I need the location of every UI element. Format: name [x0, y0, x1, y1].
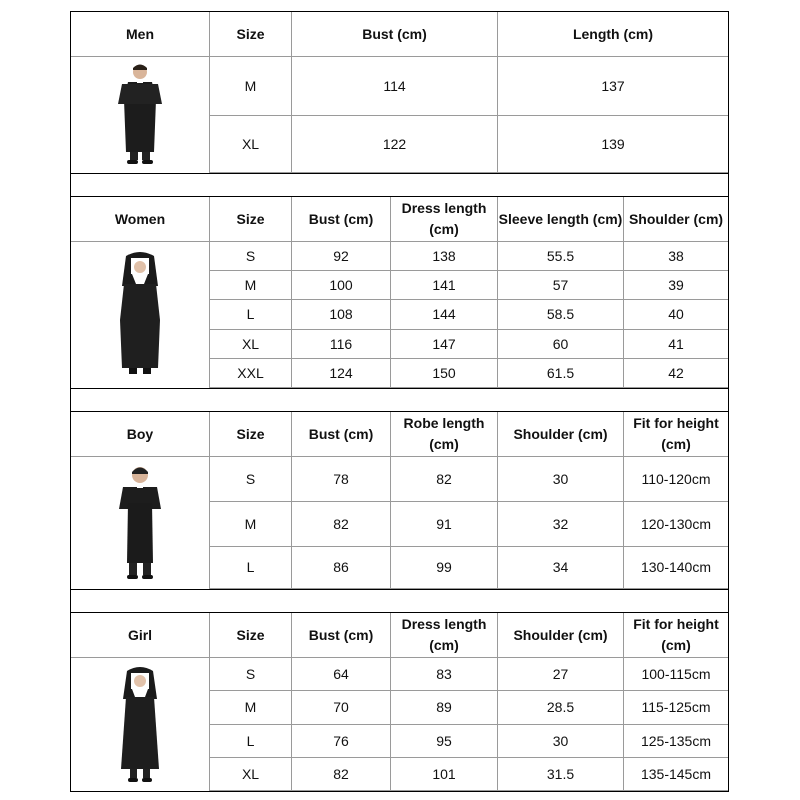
boy-size: L: [210, 547, 292, 589]
girl-header-shoulder: Shoulder (cm): [498, 613, 624, 658]
girl-dress-length: 83: [391, 658, 498, 691]
boy-size: M: [210, 502, 292, 547]
boy-header-height: Fit for height (cm): [624, 412, 728, 457]
boy-robe-length: 82: [391, 457, 498, 502]
women-dress-length: 141: [391, 271, 498, 300]
women-shoulder: 41: [624, 330, 728, 359]
boy-bust: 86: [292, 547, 391, 589]
women-header-size: Size: [210, 197, 292, 242]
women-header-shoulder: Shoulder (cm): [624, 197, 728, 242]
girl-header-bust: Bust (cm): [292, 613, 391, 658]
women-dress-length: 144: [391, 300, 498, 330]
women-size: S: [210, 242, 292, 271]
men-size: XL: [210, 116, 292, 173]
women-bust: 124: [292, 359, 391, 388]
girl-header-height: Fit for height (cm): [624, 613, 728, 658]
women-size: XL: [210, 330, 292, 359]
boy-size-table: [70, 411, 729, 590]
boy-height: 110-120cm: [624, 457, 728, 502]
women-dress-length: 147: [391, 330, 498, 359]
women-shoulder: 39: [624, 271, 728, 300]
women-sleeve-length: 58.5: [498, 300, 624, 330]
women-header-dress-length: Dress length (cm): [391, 197, 498, 242]
men-length: 139: [498, 116, 728, 173]
priest-costume-figure: [71, 57, 210, 173]
boy-height: 120-130cm: [624, 502, 728, 547]
women-sleeve-length: 60: [498, 330, 624, 359]
women-size: XXL: [210, 359, 292, 388]
girl-header-size: Size: [210, 613, 292, 658]
girl-size: XL: [210, 758, 292, 791]
girl-height: 125-135cm: [624, 725, 728, 758]
section-spacer: [70, 174, 729, 196]
girl-dress-length: 95: [391, 725, 498, 758]
girl-title: Girl: [71, 613, 210, 658]
women-sleeve-length: 61.5: [498, 359, 624, 388]
women-header-bust: Bust (cm): [292, 197, 391, 242]
girl-bust: 64: [292, 658, 391, 691]
boy-title: Boy: [71, 412, 210, 457]
women-sleeve-length: 55.5: [498, 242, 624, 271]
boy-bust: 82: [292, 502, 391, 547]
girl-bust: 70: [292, 691, 391, 725]
women-sleeve-length: 57: [498, 271, 624, 300]
girl-shoulder: 27: [498, 658, 624, 691]
women-shoulder: 42: [624, 359, 728, 388]
women-shoulder: 40: [624, 300, 728, 330]
section-spacer: [70, 590, 729, 612]
women-header-sleeve-length: Sleeve length (cm): [498, 197, 624, 242]
girl-height: 115-125cm: [624, 691, 728, 725]
women-dress-length: 150: [391, 359, 498, 388]
boy-height: 130-140cm: [624, 547, 728, 589]
size-chart: [70, 11, 729, 792]
boy-shoulder: 32: [498, 502, 624, 547]
girl-height: 135-145cm: [624, 758, 728, 791]
section-spacer: [70, 389, 729, 411]
women-shoulder: 38: [624, 242, 728, 271]
boy-bust: 78: [292, 457, 391, 502]
nun-costume-figure: [71, 242, 210, 388]
girl-bust: 76: [292, 725, 391, 758]
girl-size-table: [70, 612, 729, 792]
men-bust: 122: [292, 116, 498, 173]
girl-bust: 82: [292, 758, 391, 791]
boy-header-robe-length: Robe length (cm): [391, 412, 498, 457]
boy-shoulder: 34: [498, 547, 624, 589]
women-bust: 92: [292, 242, 391, 271]
men-size: M: [210, 57, 292, 116]
boy-robe-length: 91: [391, 502, 498, 547]
girl-shoulder: 31.5: [498, 758, 624, 791]
girl-dress-length: 101: [391, 758, 498, 791]
men-header-bust: Bust (cm): [292, 12, 498, 57]
men-header-length: Length (cm): [498, 12, 728, 57]
boy-priest-costume-figure: [71, 457, 210, 589]
women-bust: 100: [292, 271, 391, 300]
girl-dress-length: 89: [391, 691, 498, 725]
boy-size: S: [210, 457, 292, 502]
girl-size: M: [210, 691, 292, 725]
girl-size: S: [210, 658, 292, 691]
girl-size: L: [210, 725, 292, 758]
men-length: 137: [498, 57, 728, 116]
boy-header-size: Size: [210, 412, 292, 457]
boy-shoulder: 30: [498, 457, 624, 502]
men-size-table: [70, 11, 729, 174]
girl-nun-costume-figure: [71, 658, 210, 791]
girl-height: 100-115cm: [624, 658, 728, 691]
women-size-table: [70, 196, 729, 389]
men-header-size: Size: [210, 12, 292, 57]
boy-robe-length: 99: [391, 547, 498, 589]
boy-header-shoulder: Shoulder (cm): [498, 412, 624, 457]
men-bust: 114: [292, 57, 498, 116]
girl-shoulder: 28.5: [498, 691, 624, 725]
girl-shoulder: 30: [498, 725, 624, 758]
boy-header-bust: Bust (cm): [292, 412, 391, 457]
women-size: L: [210, 300, 292, 330]
girl-header-dress-length: Dress length (cm): [391, 613, 498, 658]
women-size: M: [210, 271, 292, 300]
women-bust: 108: [292, 300, 391, 330]
women-title: Women: [71, 197, 210, 242]
women-bust: 116: [292, 330, 391, 359]
men-title: Men: [71, 12, 210, 57]
women-dress-length: 138: [391, 242, 498, 271]
